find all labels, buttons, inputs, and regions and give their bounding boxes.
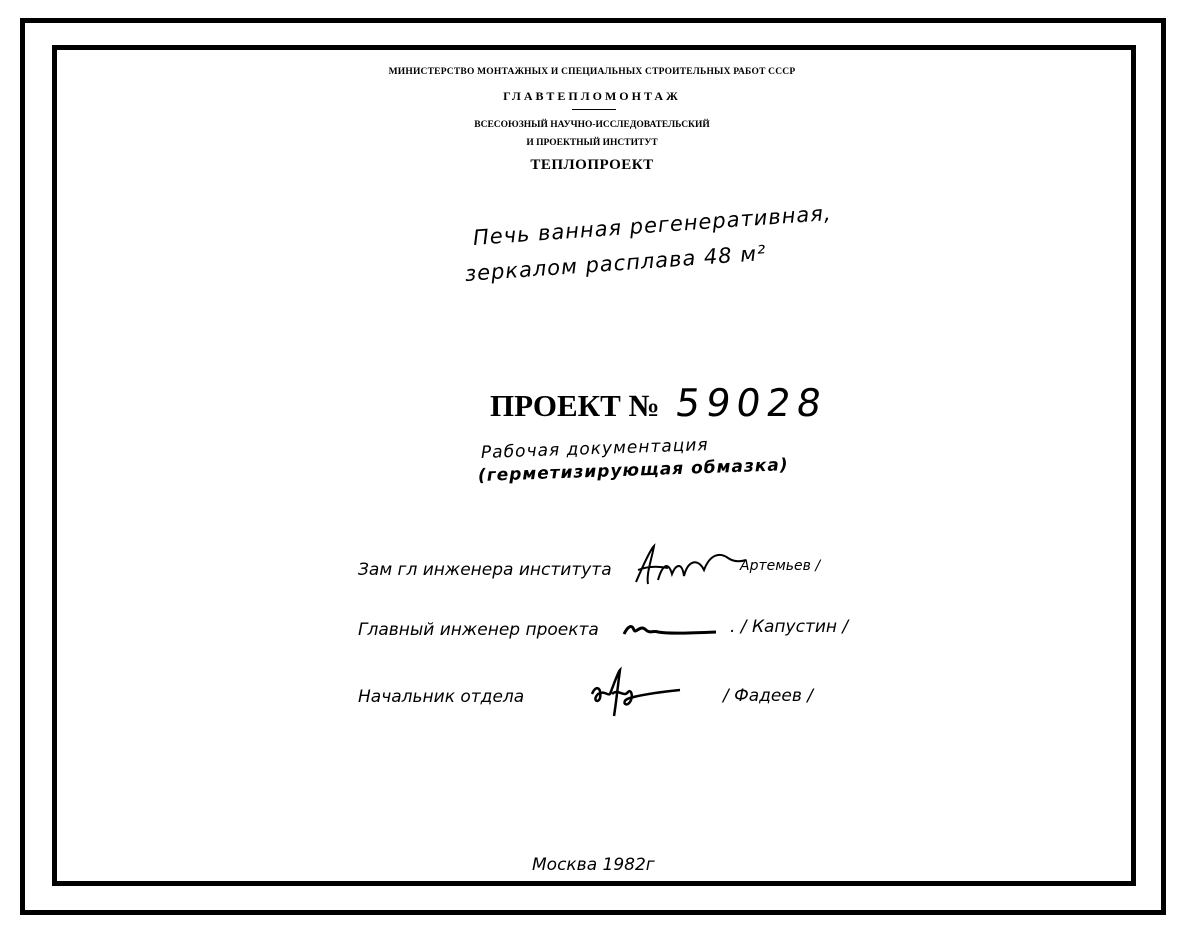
glav-name: ГЛАВТЕПЛОМОНТАЖ	[503, 89, 681, 103]
signature-fadeev	[588, 664, 688, 724]
ministry-name: МИНИСТЕРСТВО МОНТАЖНЫХ И СПЕЦИАЛЬНЫХ СТРОИТЕЛЬНЫХ РАБОТ СССР	[388, 67, 796, 77]
signatory-name-artemiev: Артемьев /	[740, 558, 821, 574]
signature-kapustin	[620, 618, 720, 642]
glav-underline	[572, 109, 616, 110]
institute-line-1: ВСЕСОЮЗНЫЙ НАУЧНО-ИССЛЕДОВАТЕЛЬСКИЙ	[474, 120, 710, 130]
signatory-name-kapustin: . / Капустин /	[730, 617, 849, 637]
signatory-role-department-head: Начальник отдела	[358, 687, 525, 707]
documentation-type: Рабочая документация	[480, 435, 709, 463]
institute-name: ТЕПЛОПРОЕКТ	[530, 157, 654, 173]
documentation-subtype: (герметизирующая обмазка)	[477, 455, 789, 486]
product-title-line-1: Печь ванная регенеративная,	[472, 200, 833, 250]
project-number: 59028	[672, 381, 830, 425]
product-title-line-2: зеркалом расплава 48 м²	[464, 240, 768, 286]
project-label: ПРОЕКТ №	[490, 388, 660, 423]
signatory-role-deputy-chief-engineer: Зам гл инженера института	[358, 560, 612, 580]
institute-line-2: И ПРОЕКТНЫЙ ИНСТИТУТ	[526, 138, 658, 148]
footer-city-year: Москва 1982г	[532, 855, 655, 875]
signatory-name-fadeev: / Фадеев /	[723, 686, 814, 706]
signature-artemiev	[628, 540, 748, 590]
signatory-role-chief-project-engineer: Главный инженер проекта	[358, 620, 599, 640]
